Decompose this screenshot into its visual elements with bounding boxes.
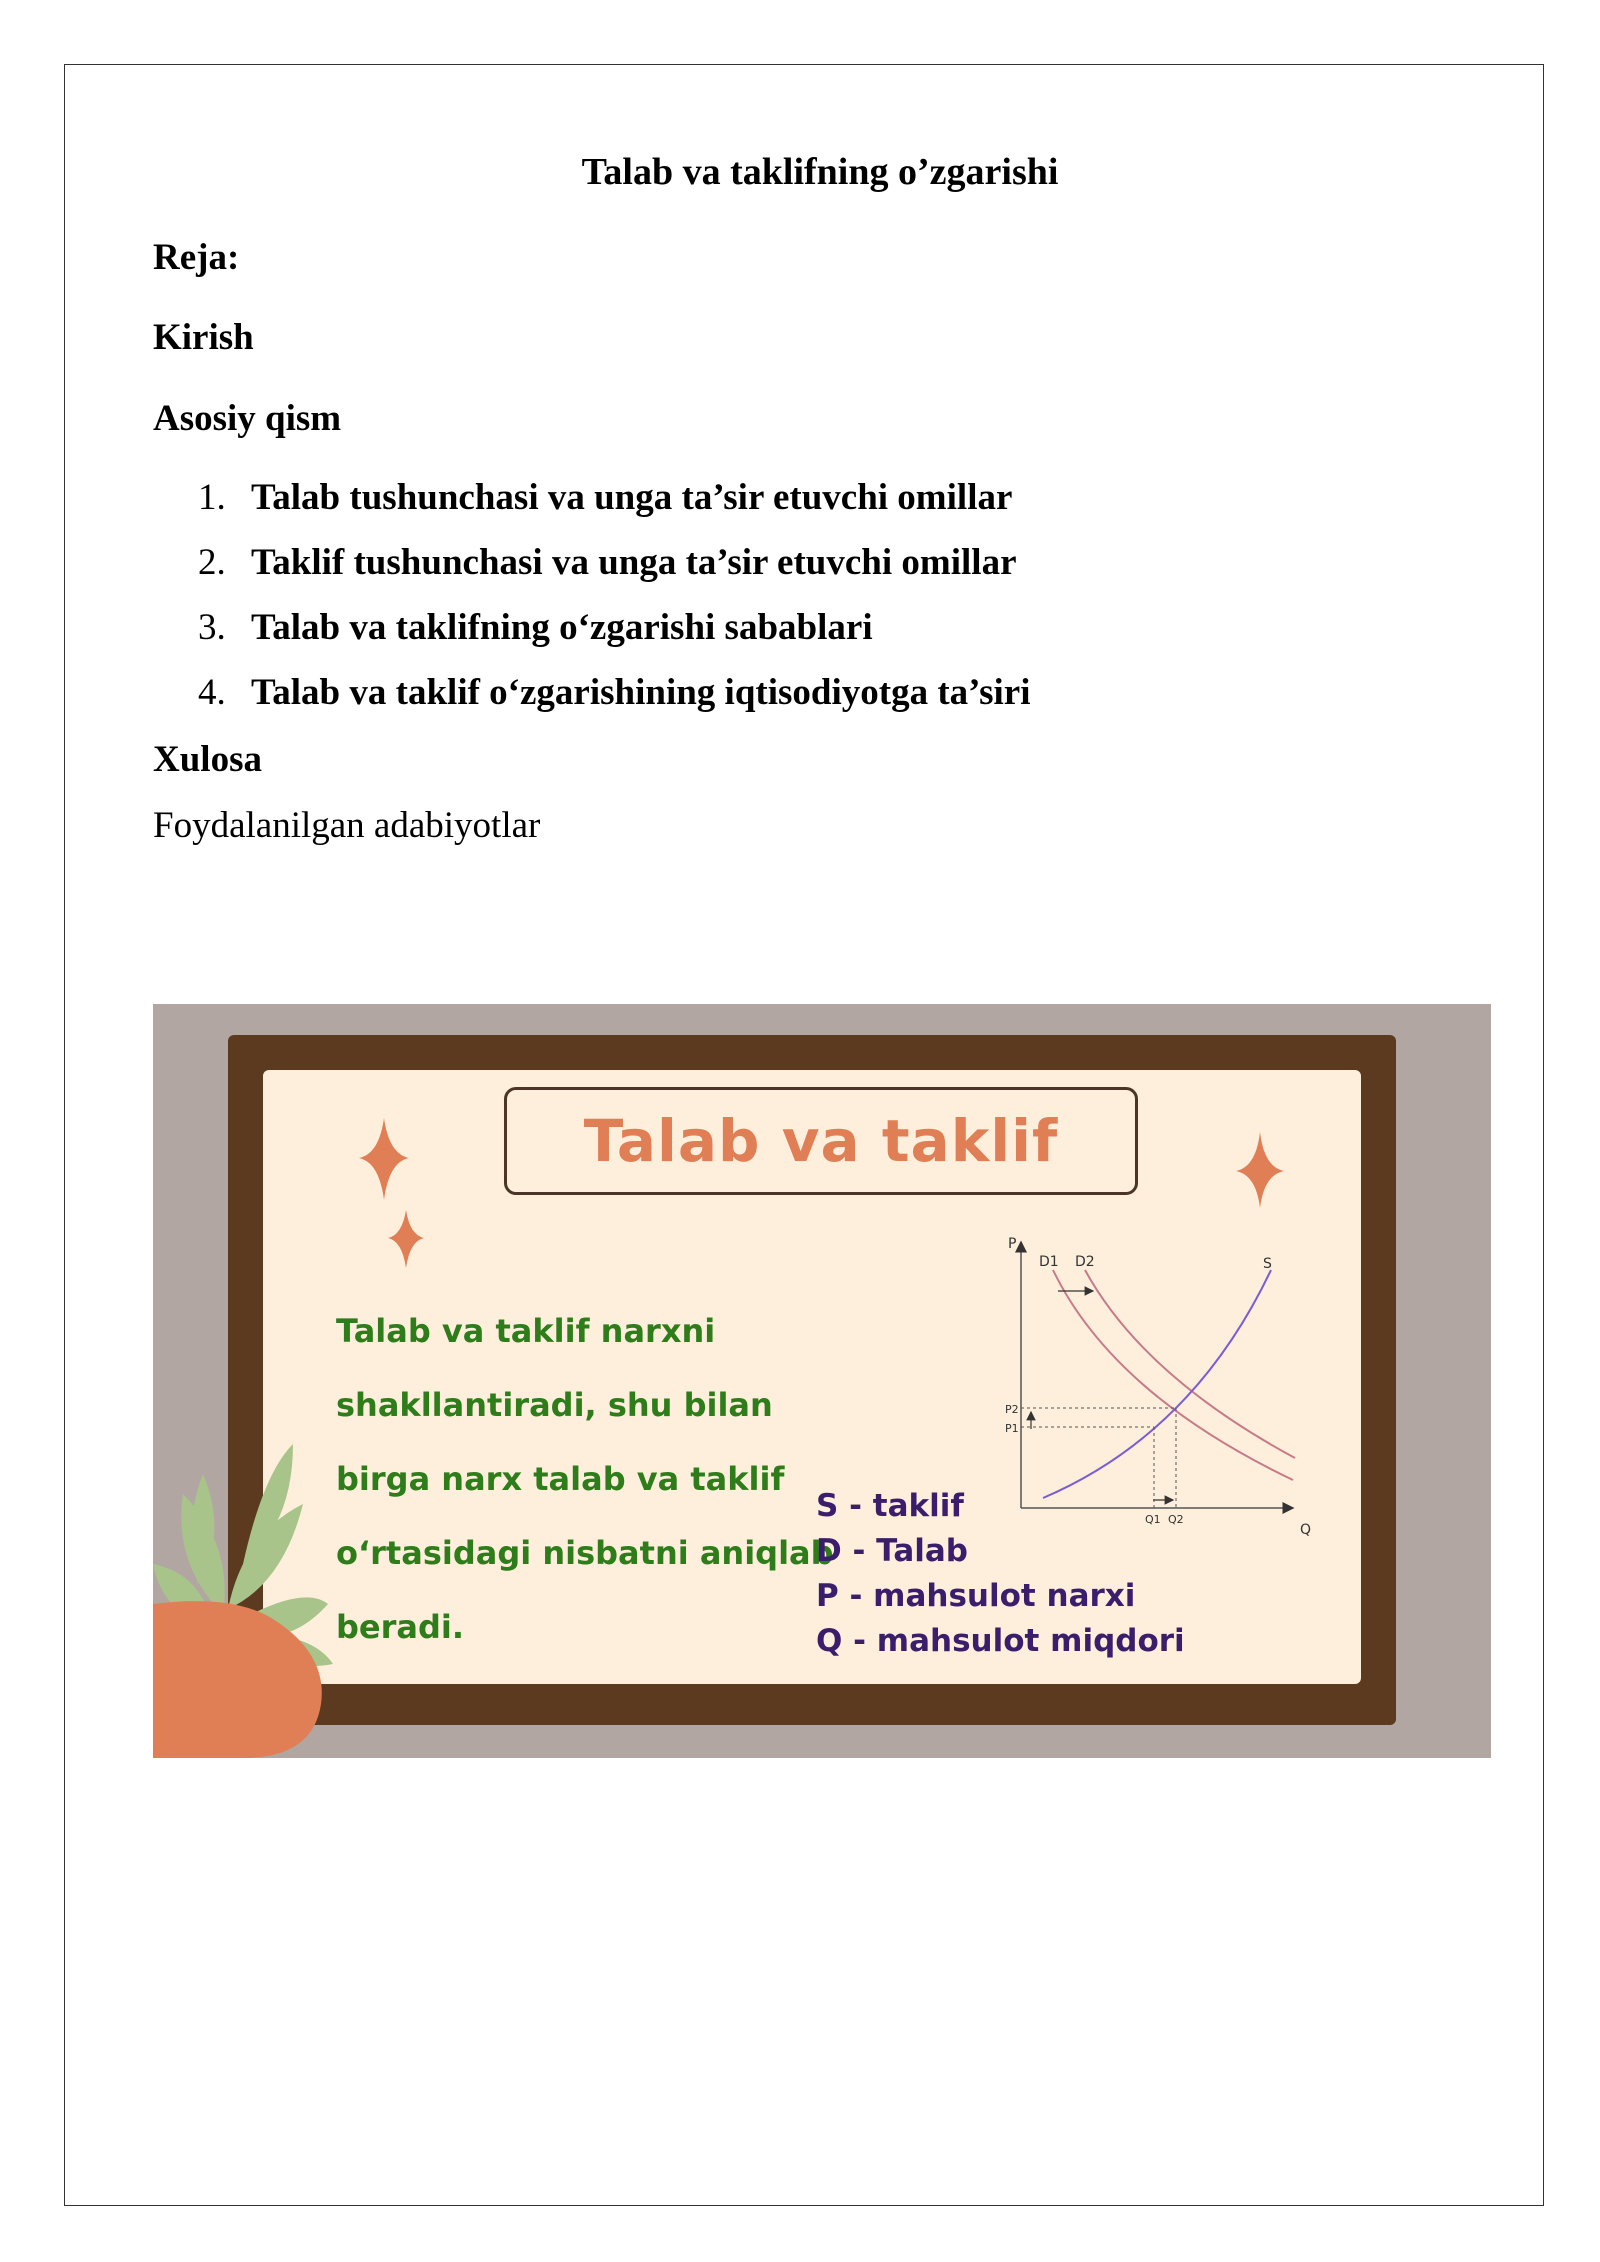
plan-item-number: 3.	[198, 607, 226, 648]
series-label-d2: D2	[1075, 1254, 1095, 1270]
plan-item-text: Talab tushunchasi va unga ta’sir etuvchi omillar	[251, 477, 1013, 518]
tick-label-p2: P2	[1005, 1403, 1019, 1416]
plan-item-text: Talab va taklif o‘zgarishining iqtisodiyotga ta’siri	[251, 672, 1031, 713]
description-line: Talab va taklif narxni	[336, 1312, 716, 1350]
supply-demand-chart	[153, 1004, 1491, 1758]
legend-item: D - Talab	[816, 1533, 968, 1569]
series-line-s	[1043, 1270, 1271, 1498]
plan-item	[198, 671, 1031, 736]
series-line-d2	[1085, 1270, 1295, 1458]
plan-item-number: 4.	[198, 672, 226, 713]
legend-item: P - mahsulot narxi	[816, 1578, 1136, 1614]
tick-label-q2: Q2	[1168, 1513, 1184, 1526]
conclusion-heading: Xulosa	[153, 739, 262, 780]
y-axis-label: P	[1008, 1236, 1017, 1252]
intro-heading: Kirish	[153, 317, 254, 358]
description-line: beradi.	[336, 1608, 465, 1646]
legend-item: Q - mahsulot miqdori	[816, 1623, 1185, 1659]
description-line: shakllantiradi, shu bilan	[336, 1386, 773, 1424]
plan-item-text: Taklif tushunchasi va unga ta’sir etuvchi omillar	[251, 542, 1017, 583]
references-label: Foydalanilgan adabiyotlar	[153, 805, 541, 846]
tick-label-p1: P1	[1005, 1422, 1019, 1435]
plan-item-number: 1.	[198, 477, 226, 518]
plan-list	[198, 476, 1031, 736]
plan-item	[198, 476, 1031, 541]
series-label-d1: D1	[1039, 1254, 1059, 1270]
document-title: Talab va taklifning o’zgarishi	[581, 151, 1059, 193]
plan-item-text: Talab va taklifning o‘zgarishi sabablari	[251, 607, 873, 648]
main-part-heading: Asosiy qism	[153, 398, 342, 439]
description-line: o‘rtasidagi nisbatni aniqlab	[336, 1534, 834, 1572]
x-axis-label: Q	[1300, 1522, 1312, 1538]
plan-item	[198, 606, 1031, 671]
slide-image	[153, 1004, 1491, 1758]
plan-item	[198, 541, 1031, 606]
plan-item-number: 2.	[198, 542, 226, 583]
tick-label-q1: Q1	[1145, 1513, 1161, 1526]
description-line: birga narx talab va taklif	[336, 1460, 785, 1498]
slide-title: Talab va taklif	[583, 1107, 1059, 1175]
legend-item: S - taklif	[816, 1488, 964, 1524]
plan-heading: Reja:	[153, 237, 240, 278]
series-label-s: S	[1263, 1256, 1272, 1272]
